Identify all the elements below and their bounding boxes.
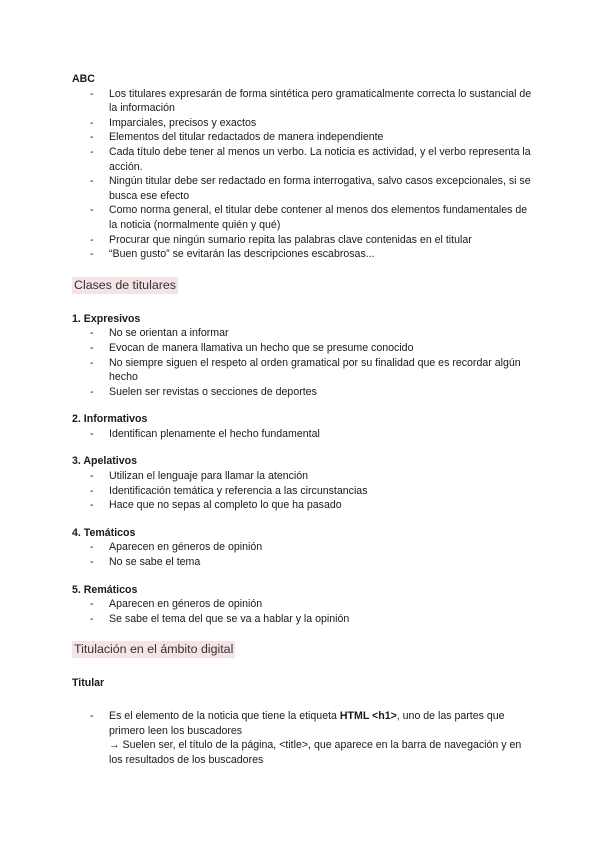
class-title: 1. Expresivos <box>72 312 141 325</box>
class-list <box>72 427 532 442</box>
titular-html-tag: HTML <h1> <box>339 710 397 722</box>
titular-text-post: , uno de las partes que primero leen los buscadores <box>109 710 505 737</box>
list-item: - Elementos del titular redactados de manera independiente <box>72 130 532 145</box>
list-item: - Ningún titular debe ser redactado en forma interrogativa, salvo casos excepcionales, si se busca ese efecto <box>72 174 532 203</box>
titular-list <box>72 709 532 767</box>
class-title: 4. Temáticos <box>72 526 136 539</box>
list-item: - Cada título debe tener al menos un verbo. La noticia es actividad, y el verbo representa la acción. <box>72 145 532 174</box>
list-item: - Se sabe el tema del que se va a hablar y la opinión <box>72 612 532 627</box>
titular-text-pre: Es el elemento de la noticia que tiene la etiqueta <box>109 710 340 722</box>
list-item: - Los titulares expresarán de forma sintética pero gramaticalmente correcta lo sustancial de la información <box>72 87 532 116</box>
list-item: - Aparecen en géneros de opinión <box>72 597 532 612</box>
class-list <box>72 597 532 626</box>
section-heading-clases: Clases de titulares <box>74 277 176 292</box>
list-item: - Utilizan el lenguaje para llamar la atención <box>72 469 532 484</box>
class-list <box>72 540 532 569</box>
document-page <box>72 72 532 767</box>
list-item: - “Buen gusto” se evitarán las descripciones escabrosas... <box>72 247 532 262</box>
abc-title: ABC <box>72 73 95 85</box>
titular-arrow-note: → Suelen ser, el título de la página, <title>, que aparece en la barra de navegación y en los resultados de los buscadores <box>109 739 522 766</box>
class-title: 5. Remáticos <box>72 583 138 596</box>
list-item: - Identifican plenamente el hecho fundamental <box>72 427 532 442</box>
list-item <box>72 709 532 767</box>
class-list <box>72 326 532 399</box>
section-heading-digital: Titulación en el ámbito digital <box>74 642 234 657</box>
list-item: - Identificación temática y referencia a las circunstancias <box>72 484 532 499</box>
class-title: 3. Apelativos <box>72 455 137 468</box>
list-item: - Procurar que ningún sumario repita las palabras clave contenidas en el titular <box>72 233 532 248</box>
class-title: 2. Informativos <box>72 413 148 426</box>
list-item: - Imparciales, precisos y exactos <box>72 116 532 131</box>
titular-title: Titular <box>72 677 105 690</box>
list-item: - Como norma general, el titular debe contener al menos dos elementos fundamentales de la noticia (normalmente quién y qué) <box>72 203 532 232</box>
list-item: - Hace que no sepas al completo lo que ha pasado <box>72 498 532 513</box>
list-item: - Aparecen en géneros de opinión <box>72 540 532 555</box>
list-item: - No siempre siguen el respeto al orden gramatical por su finalidad que es recordar algún hecho <box>72 356 532 385</box>
abc-list <box>72 87 532 262</box>
list-item: - No se sabe el tema <box>72 555 532 570</box>
list-item: - Evocan de manera llamativa un hecho que se presume conocido <box>72 341 532 356</box>
list-item: - No se orientan a informar <box>72 326 532 341</box>
list-item: - Suelen ser revistas o secciones de deportes <box>72 385 532 400</box>
class-list <box>72 469 532 513</box>
